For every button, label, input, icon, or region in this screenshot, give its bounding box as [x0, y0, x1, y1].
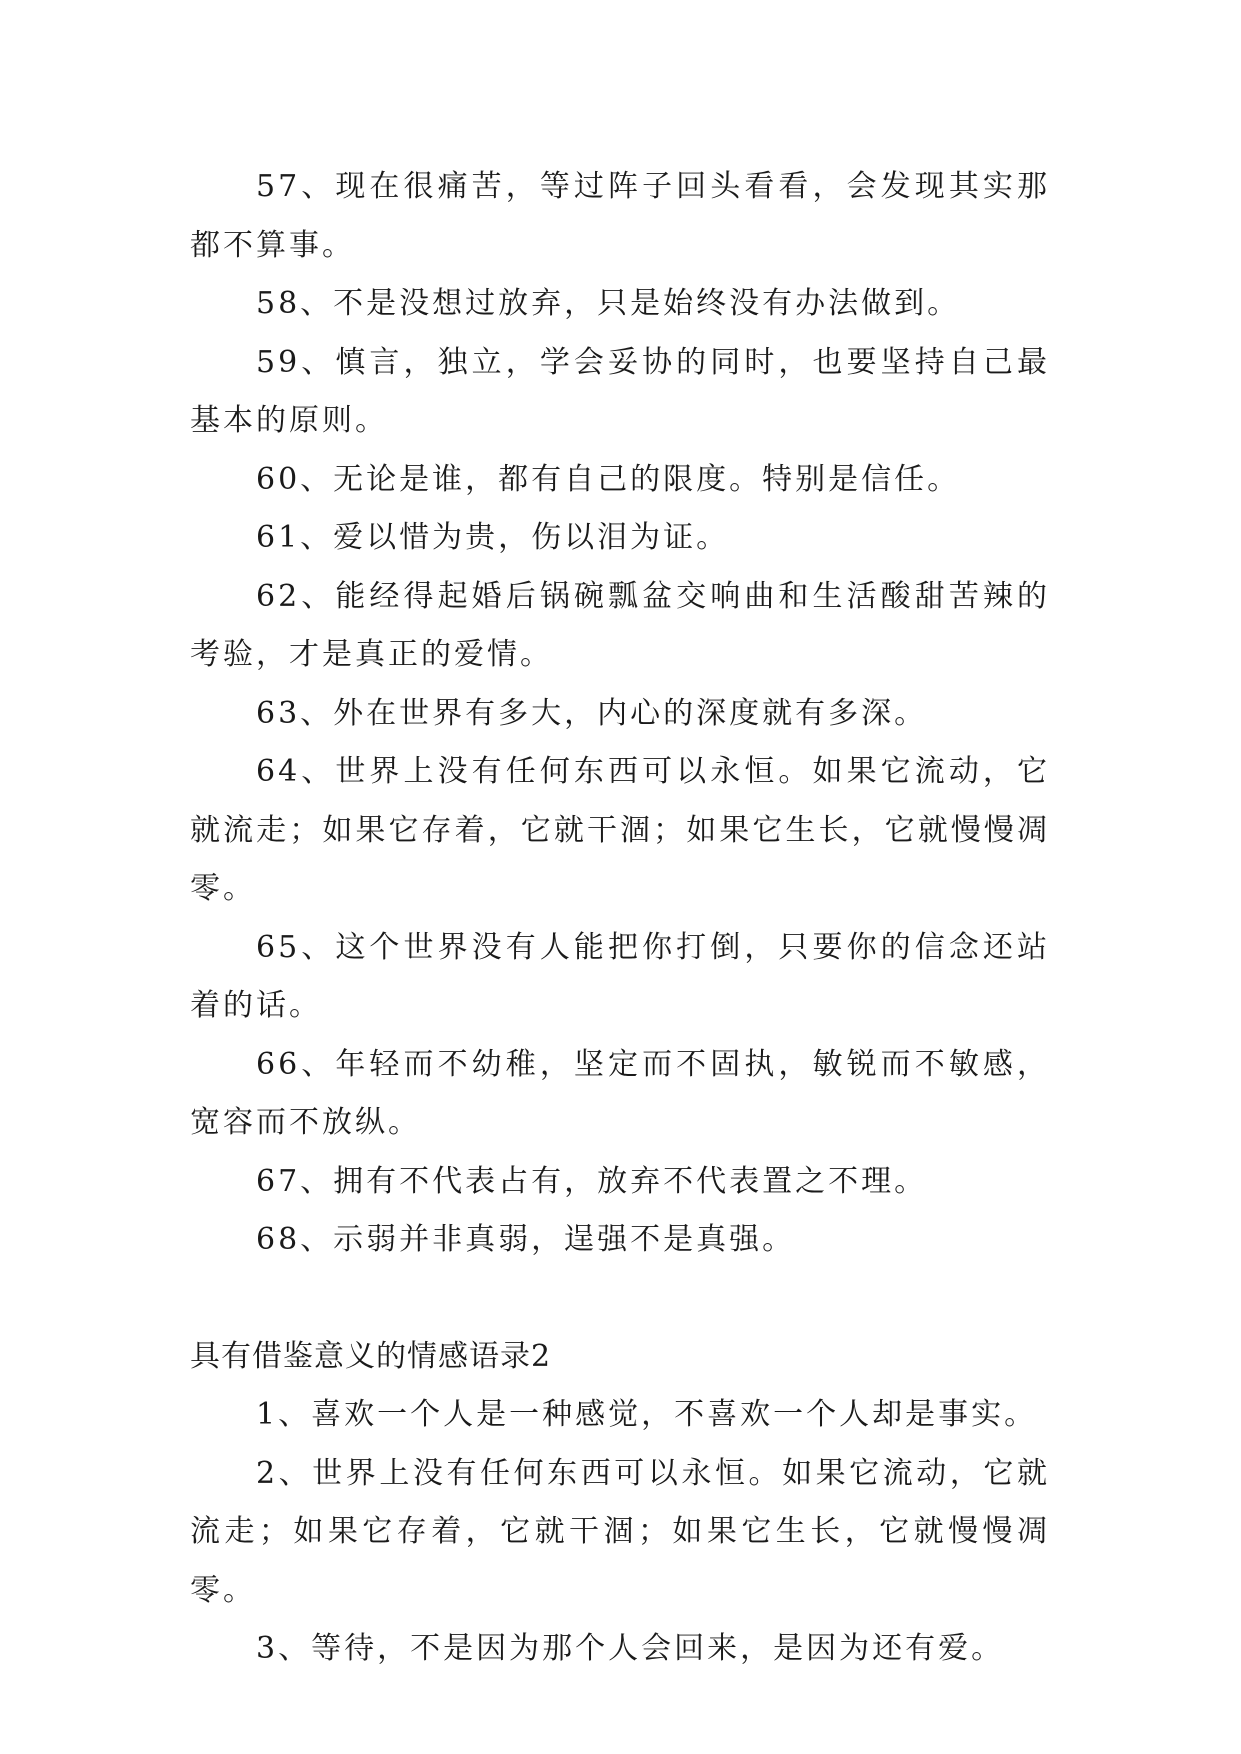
quote-60: 60、无论是谁，都有自己的限度。特别是信任。	[256, 461, 961, 497]
document-page	[190, 158, 1050, 1679]
quote-68: 68、示弱并非真弱，逞强不是真强。	[256, 1222, 796, 1257]
quote-61: 61、爱以惜为贵，伤以泪为证。	[256, 520, 730, 555]
section-heading: 具有借鉴意义的情感语录2	[190, 1338, 552, 1374]
quote-63: 63、外在世界有多大，内心的深度就有多深。	[256, 695, 928, 731]
quote-58: 58、不是没想过放弃，只是始终没有办法做到。	[256, 286, 961, 321]
quote-64: 64、世界上没有任何东西可以永恒。如果它流动，它就流走；如果它存着，它就干涸；如果它生长，它就慢慢凋零。	[190, 754, 1050, 906]
section-gap	[190, 1270, 1050, 1328]
quote-57: 57、现在很痛苦，等过阵子回头看看，会发现其实那都不算事。	[190, 169, 1050, 263]
quote-62: 62、能经得起婚后锅碗瓢盆交响曲和生活酸甜苦辣的考验，才是真正的爱情。	[190, 578, 1050, 672]
quote-2: 2、世界上没有任何东西可以永恒。如果它流动，它就流走；如果它存着，它就干涸；如果它生长，它就慢慢凋零。	[190, 1455, 1050, 1608]
quote-59: 59、慎言，独立，学会妥协的同时，也要坚持自己最基本的原则。	[190, 344, 1050, 438]
quote-1: 1、喜欢一个人是一种感觉，不喜欢一个人却是事实。	[256, 1397, 1038, 1432]
quote-3: 3、等待，不是因为那个人会回来，是因为还有爱。	[256, 1631, 1005, 1666]
quote-67: 67、拥有不代表占有，放弃不代表置之不理。	[256, 1163, 928, 1199]
quote-65: 65、这个世界没有人能把你打倒，只要你的信念还站着的话。	[190, 929, 1050, 1023]
quote-66: 66、年轻而不幼稚，坚定而不固执，敏锐而不敏感，宽容而不放纵。	[190, 1046, 1050, 1140]
